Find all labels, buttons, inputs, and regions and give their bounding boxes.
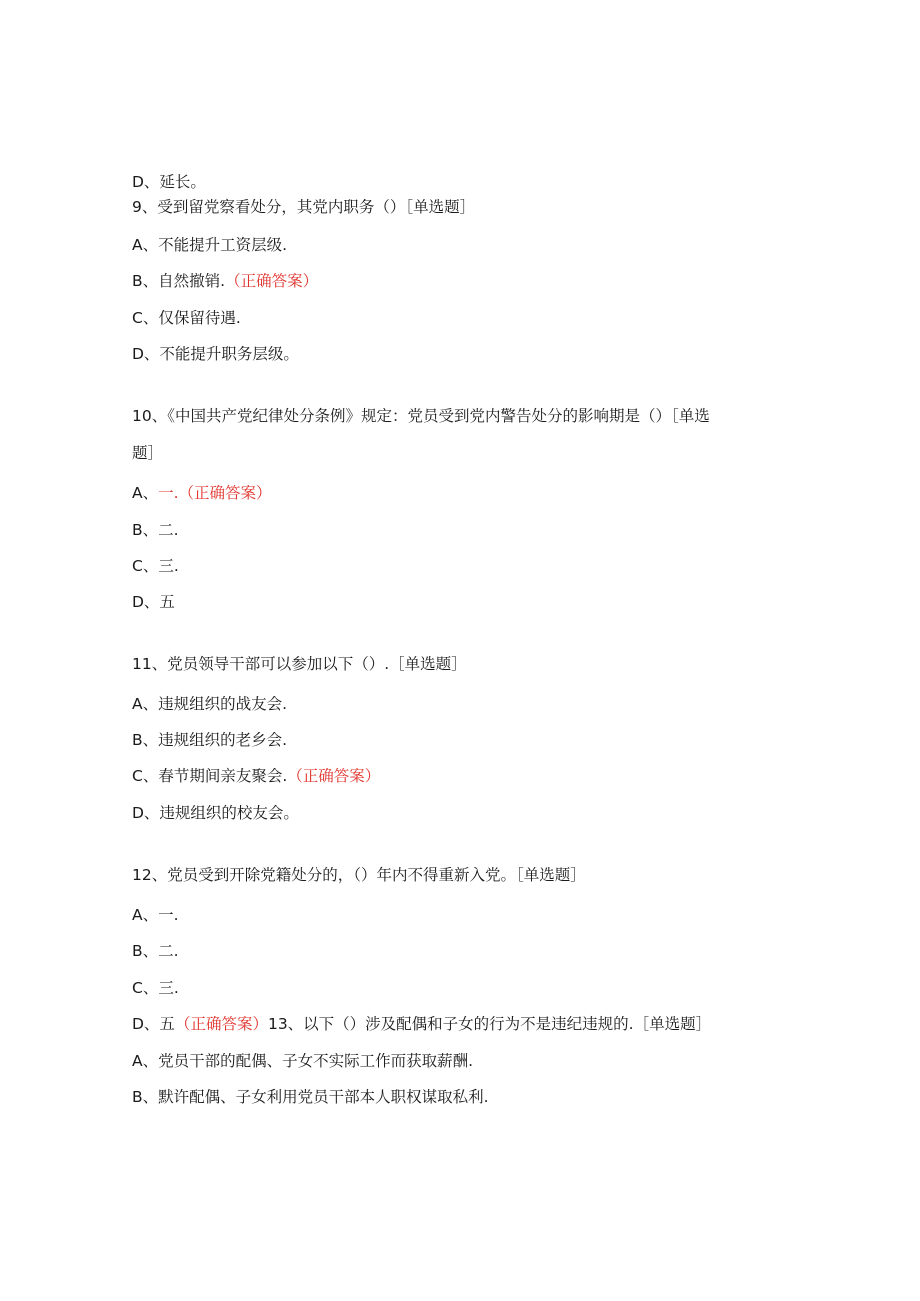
q12-question (132, 864, 586, 886)
option-text: B、违规组织的老乡会. (132, 731, 288, 749)
q12-option-a (132, 904, 179, 926)
correct-answer-mark: （正确答案） (174, 1015, 268, 1033)
option-text: C、仅保留待遇. (132, 309, 241, 327)
q13-option-b (132, 1086, 489, 1108)
q11-option-b (132, 729, 287, 751)
option-label: A、 (132, 484, 159, 502)
q10-option-b (132, 519, 179, 541)
option-text: A、不能提升工资层级. (132, 236, 288, 254)
option-text: D、不能提升职务层级。 (132, 345, 299, 363)
q9-question (132, 196, 475, 218)
correct-answer-mark: （正确答案） (287, 767, 381, 785)
q10-question-line1 (132, 405, 710, 427)
correct-answer-mark: （正确答案） (225, 272, 319, 290)
question-text: 10、《中国共产党纪律处分条例》规定：党员受到党内警告处分的影响期是（）［单选 (132, 407, 710, 425)
q12-option-d-and-q13-question (132, 1013, 711, 1035)
option-text: A、违规组织的战友会. (132, 695, 288, 713)
option-text: B、二. (132, 521, 179, 539)
q9-option-d (132, 343, 299, 365)
q11-option-d (132, 802, 299, 824)
option-text: D、延长。 (132, 173, 206, 191)
q10-question-line2 (132, 442, 163, 464)
option-text: C、三. (132, 557, 179, 575)
option-text: D、五 (132, 1015, 175, 1033)
q9-option-a (132, 234, 287, 256)
option-text: D、违规组织的校友会。 (132, 804, 299, 822)
option-text: B、二. (132, 942, 179, 960)
q8-option-d (132, 171, 206, 193)
option-text: C、春节期间亲友聚会. (132, 767, 288, 785)
q12-option-c (132, 977, 179, 999)
q9-option-c (132, 307, 241, 329)
question-text: 9、受到留党察看处分，其党内职务（）［单选题］ (132, 198, 476, 216)
option-text: D、五 (132, 593, 175, 611)
option-text: A、党员干部的配偶、子女不实际工作而获取薪酬. (132, 1052, 474, 1070)
q11-option-c (132, 765, 380, 787)
question-text: 11、党员领导干部可以参加以下（）.［单选题］ (132, 655, 467, 673)
q10-option-c (132, 555, 179, 577)
q13-option-a (132, 1050, 473, 1072)
option-text: B、默许配偶、子女利用党员干部本人职权谋取私利. (132, 1088, 489, 1106)
q10-option-d (132, 591, 175, 613)
option-text: B、自然撤销. (132, 272, 226, 290)
question-text: 13、以下（）涉及配偶和子女的行为不是违纪违规的.［单选题］ (267, 1015, 712, 1033)
q12-option-b (132, 940, 179, 962)
q11-option-a (132, 693, 287, 715)
q9-option-b (132, 270, 318, 292)
q11-question (132, 653, 467, 675)
option-text: A、一. (132, 906, 179, 924)
question-text: 12、党员受到开除党籍处分的，（）年内不得重新入党。［单选题］ (132, 866, 586, 884)
question-text: 题］ (132, 444, 164, 462)
q10-option-a (132, 482, 272, 504)
option-text: 一. (158, 484, 179, 502)
correct-answer-mark: （正确答案） (178, 484, 272, 502)
option-text: C、三. (132, 979, 179, 997)
